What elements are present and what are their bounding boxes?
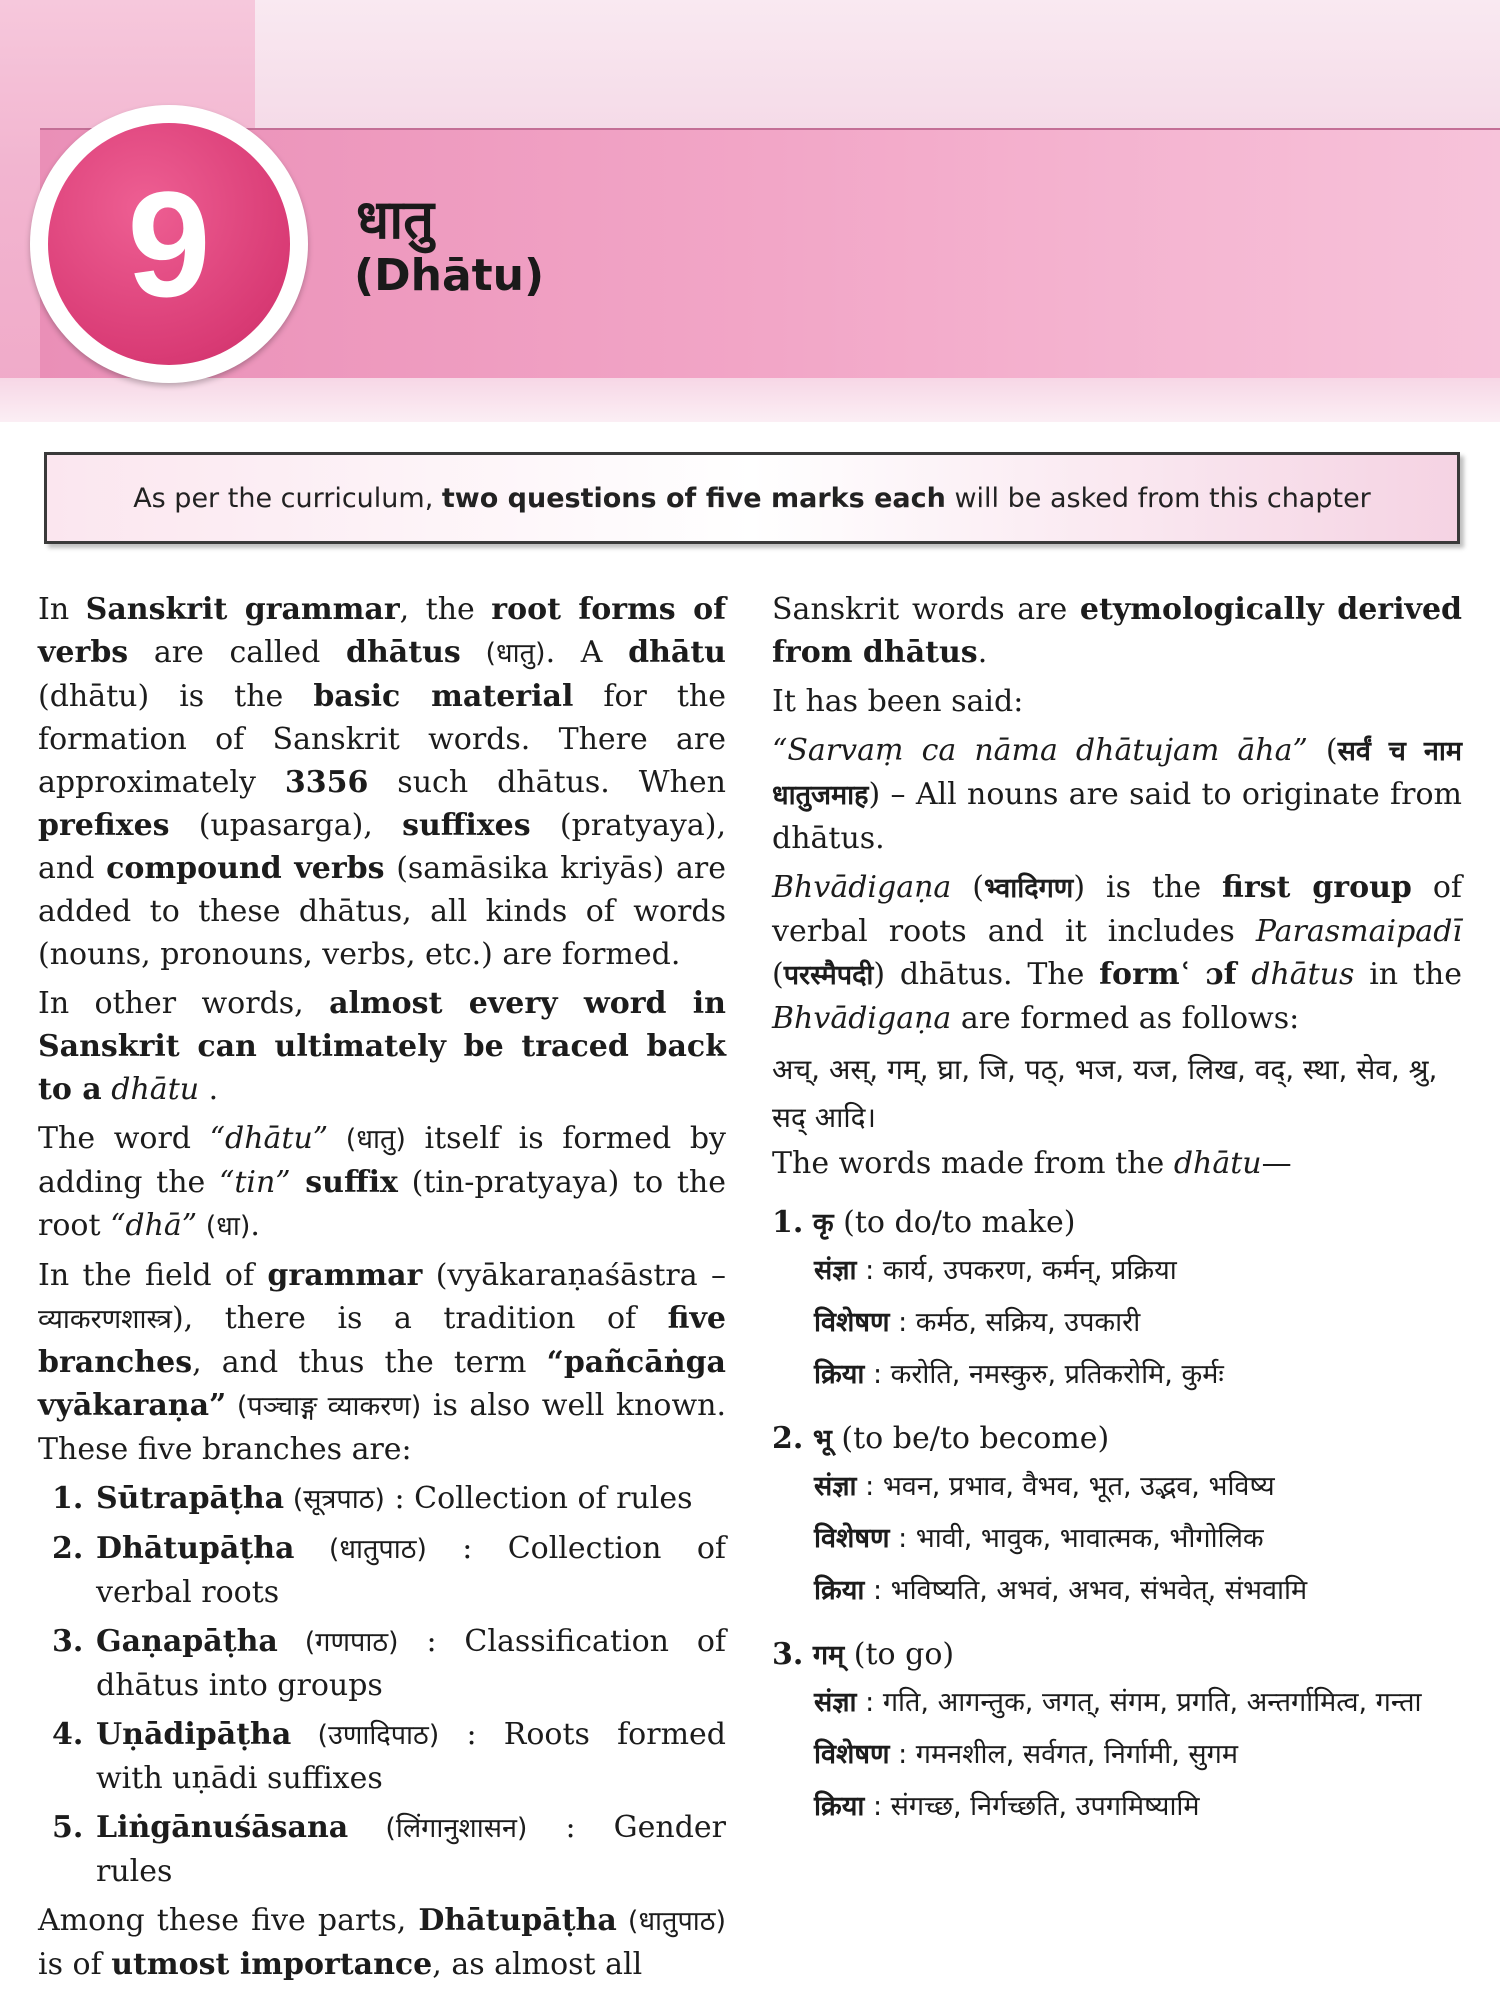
chapter-number-badge <box>30 105 308 383</box>
noun-row: संज्ञा : भवन, प्रभाव, वैभव, भूत, उद्भव, भविष्य <box>814 1471 1275 1502</box>
etymology-paragraph: Sanskrit words are etymologically derived from dhātus. <box>772 592 1463 670</box>
word-group-bhu <box>772 1417 1462 1617</box>
intro-paragraph: In Sanskrit grammar, the root forms of verbs are called dhātus (धातु). A dhātu (dhātu) is the basic material for the formation of Sanskrit words. There are approximately 3356 such dhātus. When prefixes (upasarga), suffixes (pratyaya), and compound verbs (samāsika kriyās) are added to these dhātus, all kinds of words (nouns, pronouns, verbs, etc.) are formed. <box>38 592 727 972</box>
word-group-heading: 1. कृ (to do/to make) <box>772 1205 1076 1240</box>
noun-row: संज्ञा : गति, आगन्तुक, जगत्, संगम, प्रगति, अन्तर्गामित्व, गन्ता <box>814 1687 1422 1718</box>
word-group-kr <box>772 1201 1462 1401</box>
list-item: 1. Sūtrapāṭha (सूत्रपाठ) : Collection of rules <box>52 1481 693 1516</box>
quotation-paragraph: “Sarvaṃ ca nāma dhātujam āha” (सर्वं च नाम धातुजमाह) – All nouns are said to originate from dhātus. <box>772 733 1462 856</box>
left-column <box>38 588 726 1992</box>
traced-back-paragraph: In other words, almost every word in Sanskrit can ultimately be traced back to a dhātu . <box>38 986 726 1107</box>
verb-row: क्रिया : करोति, नमस्कुरु, प्रतिकरोमि, कुर्मः <box>814 1359 1224 1390</box>
bhvadigana-paragraph: Bhvādigaṇa (भ्वादिगण) is the first group of verbal roots and it includes Parasmaipadī (परस्मैपदी) dhātus. The formʿ ɔf dhātus in the Bhvādigaṇa are formed as follows: <box>772 870 1463 1036</box>
dhatupatha-importance-paragraph: Among these five parts, Dhātupāṭha (धातुपाठ) is of utmost importance, as almost all <box>38 1903 726 1982</box>
it-has-been-said: It has been said: <box>772 684 1024 719</box>
chapter-title-latin: (Dhātu) <box>354 250 545 301</box>
curriculum-note: As per the curriculum, two questions of five marks each will be asked from this chapter <box>133 482 1371 514</box>
verb-row: क्रिया : भविष्यति, अभवं, अभव, संभवेत्, संभवामि <box>814 1575 1308 1606</box>
roots-list: अच्, अस्, गम्, घ्रा, जि, पठ्, भज, यज, लिख, वद्, स्था, सेव, श्रु, सद् आदि। <box>772 1053 1438 1134</box>
word-group-heading: 2. भू (to be/to become) <box>772 1421 1110 1456</box>
list-item: 3. Gaṇapāṭha (गणपाठ) : Classification of dhātus into groups <box>52 1624 727 1703</box>
chapter-title-devanagari: धातु <box>356 188 434 251</box>
header-base-strip <box>0 378 1500 422</box>
branches-list <box>38 1477 726 1893</box>
list-item: 2. Dhātupāṭha (धातुपाठ) : Collection of verbal roots <box>52 1531 726 1610</box>
grammar-branches-paragraph: In the field of grammar (vyākaraṇaśāstra – व्याकरणशास्त्र), there is a tradition of five branches, and thus the term “pañcāṅga vyākaraṇa” (पञ्चाङ्ग व्याकरण) is also well known. These five branches are: <box>38 1258 726 1467</box>
right-column <box>772 588 1462 1833</box>
words-made-heading: The words made from the dhātu— <box>772 1146 1292 1181</box>
curriculum-note-box <box>44 452 1460 544</box>
list-item: 5. Liṅgānuśāsana (लिंगानुशासन) : Gender rules <box>52 1810 726 1889</box>
chapter-number: 9 <box>127 160 211 328</box>
header-top-panel <box>255 0 1500 128</box>
word-group-heading: 3. गम् (to go) <box>772 1637 955 1672</box>
adjective-row: विशेषण : गमनशील, सर्वगत, निर्गामी, सुगम <box>814 1739 1239 1770</box>
chapter-number-circle <box>48 123 290 365</box>
list-item: 4. Uṇādipāṭha (उणादिपाठ) : Roots formed with uṇādi suffixes <box>52 1717 726 1796</box>
adjective-row: विशेषण : कर्मठ, सक्रिय, उपकारी <box>814 1307 1141 1338</box>
verb-row: क्रिया : संगच्छ, निर्गच्छति, उपगमिष्यामि <box>814 1791 1200 1822</box>
noun-row: संज्ञा : कार्य, उपकरण, कर्मन्, प्रक्रिया <box>814 1255 1177 1286</box>
word-formation-paragraph: The word “dhātu” (धातु) itself is formed by adding the “tin” suffix (tin-pratyaya) to the root “dhā” (धा). <box>38 1121 726 1243</box>
adjective-row: विशेषण : भावी, भावुक, भावात्मक, भौगोलिक <box>814 1523 1264 1554</box>
word-group-gam <box>772 1633 1462 1833</box>
